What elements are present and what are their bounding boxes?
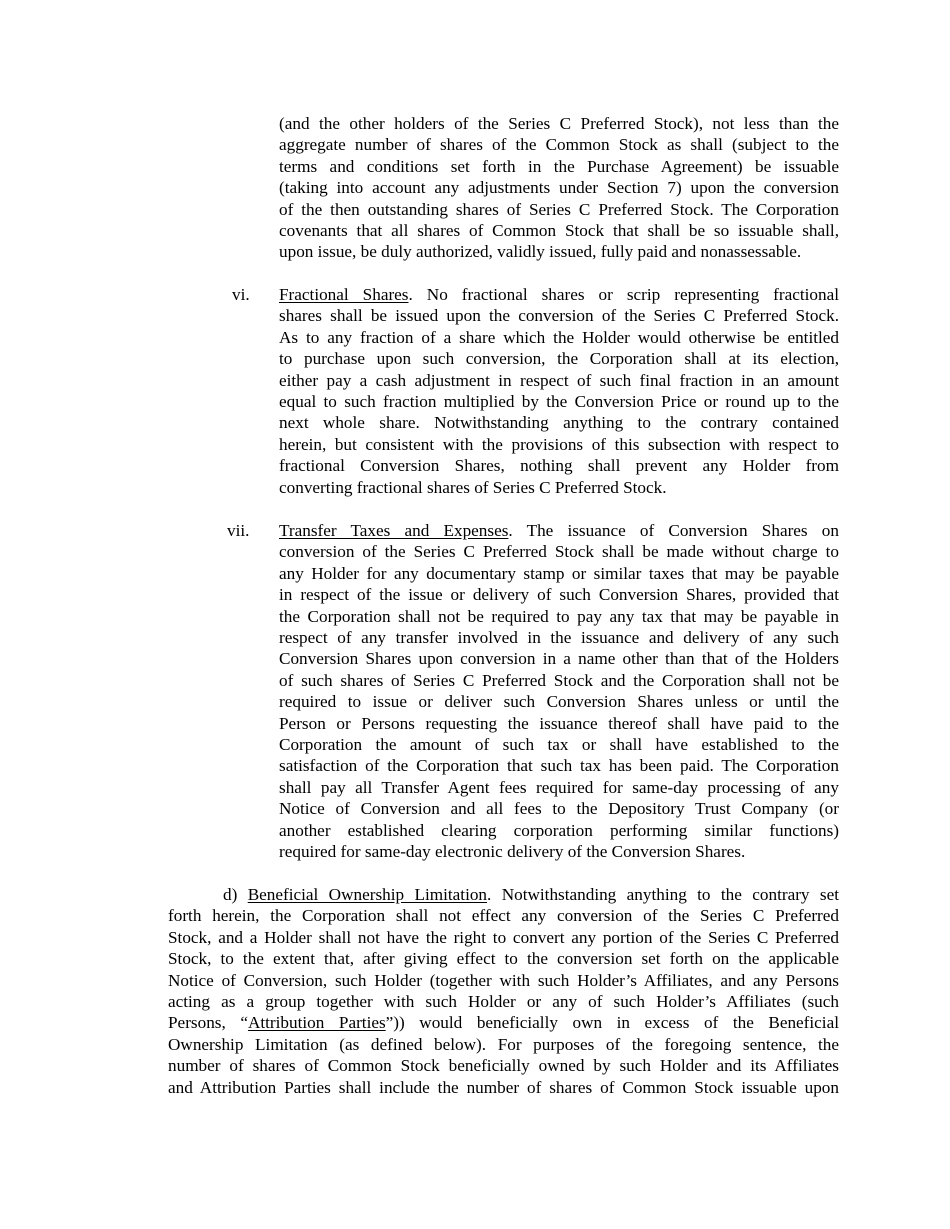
text-line: Ownership Limitation (as defined below). For purposes of the foregoing sentence, the [168,1034,839,1054]
text-line: fractional Conversion Shares, nothing shall prevent any Holder from [279,456,839,476]
section-vi-heading: Fractional Shares [279,285,409,304]
text-line: acting as a group together with such Holder or any of such Holder’s Affiliates (such [168,992,839,1012]
text-line: Conversion Shares upon conversion in a name other than that of the Holders [279,649,839,669]
text-line: the Corporation shall not be required to pay any tax that may be payable in [279,606,839,626]
text-line: covenants that all shares of Common Stock that shall be so issuable shall, [279,221,839,241]
text-line: to purchase upon such conversion, the Corporation shall at its election, [279,349,839,369]
text-line: herein, but consistent with the provisions of this subsection with respect to [279,434,839,454]
attr-before: Persons, “ [168,1013,248,1033]
section-vi-numeral: vi. [232,285,250,304]
section-d-label: d) [223,885,248,904]
text-line: required for same-day electronic delivery of the Conversion Shares. [279,842,746,862]
text-line: conversion of the Series C Preferred Stock shall be made without charge to [279,542,839,562]
attribution-parties-line [168,1012,839,1033]
text-line: shall pay all Transfer Agent fees required for same-day processing of any [279,777,839,797]
text-line: forth herein, the Corporation shall not effect any conversion of the Series C Preferred [168,906,839,926]
text-line: equal to such fraction multiplied by the Conversion Price or round up to the [279,392,839,412]
continuation-paragraph [279,113,839,263]
text-line: Corporation the amount of such tax or shall have established to the [279,735,839,755]
section-d-first-line-text: . Notwithstanding anything to the contrary set [487,885,839,904]
text-line: Stock, to the extent that, after giving effect to the conversion set forth on the applicable [168,949,839,969]
text-line: Notice of Conversion, such Holder (together with such Holder’s Affiliates, and any Persons [168,970,839,990]
text-line: next whole share. Notwithstanding anything to the contrary contained [279,413,839,433]
section-vi-paragraph [279,284,839,498]
text-line: (and the other holders of the Series C Preferred Stock), not less than the [279,114,839,133]
text-line: of the then outstanding shares of Series C Preferred Stock. The Corporation [279,199,839,219]
text-line: Person or Persons requesting the issuance thereof shall have paid to the [279,713,839,733]
section-d-heading: Beneficial Ownership Limitation [247,885,488,904]
section-vi-first-line-text: . No fractional shares or scrip representing fractional [408,285,839,304]
text-line: Notice of Conversion and all fees to the Depository Trust Company (or [279,799,839,819]
text-line: required to issue or deliver such Conversion Shares unless or until the [279,692,839,712]
text-line: As to any fraction of a share which the Holder would otherwise be entitled [279,327,839,347]
text-line: shares shall be issued upon the conversion of the Series C Preferred Stock. [279,306,839,326]
section-vii-paragraph [279,520,839,863]
section-vi-first-line [279,284,839,305]
section-d-first-line [168,884,839,905]
text-line: respect of any transfer involved in the issuance and delivery of any such [279,628,839,648]
text-line: (taking into account any adjustments under Section 7) upon the conversion [279,178,839,198]
text-line: satisfaction of the Corporation that such tax has been paid. The Corporation [279,756,839,776]
text-line: any Holder for any documentary stamp or similar taxes that may be payable [279,563,839,583]
text-line: converting fractional shares of Series C Preferred Stock. [279,477,667,497]
text-line: upon issue, be duly authorized, validly issued, fully paid and nonassessable. [279,242,802,262]
section-vii-first-line-text: . The issuance of Conversion Shares on [508,521,839,540]
section-vii-first-line [279,520,839,541]
text-line: in respect of the issue or delivery of such Conversion Shares, provided that [279,585,839,605]
attr-after: ”)) would beneficially own in excess of the Beneficial [385,1013,839,1033]
section-vii-numeral: vii. [227,521,250,540]
text-line: and Attribution Parties shall include the number of shares of Common Stock issuable upon [168,1077,839,1097]
text-line: either pay a cash adjustment in respect of such final fraction in an amount [279,370,839,390]
text-line: terms and conditions set forth in the Purchase Agreement) be issuable [279,156,839,176]
text-line: another established clearing corporation performing similar functions) [279,820,839,840]
attribution-parties-term: Attribution Parties [247,1013,386,1033]
text-line: Stock, and a Holder shall not have the right to convert any portion of the Series C Preferred [168,927,839,947]
text-line: number of shares of Common Stock beneficially owned by such Holder and its Affiliates [168,1056,839,1076]
text-line: of such shares of Series C Preferred Stock and the Corporation shall not be [279,670,839,690]
text-line: aggregate number of shares of the Common Stock as shall (subject to the [279,135,839,155]
section-d-paragraph [168,884,839,1098]
section-vii-heading: Transfer Taxes and Expenses [279,521,509,540]
